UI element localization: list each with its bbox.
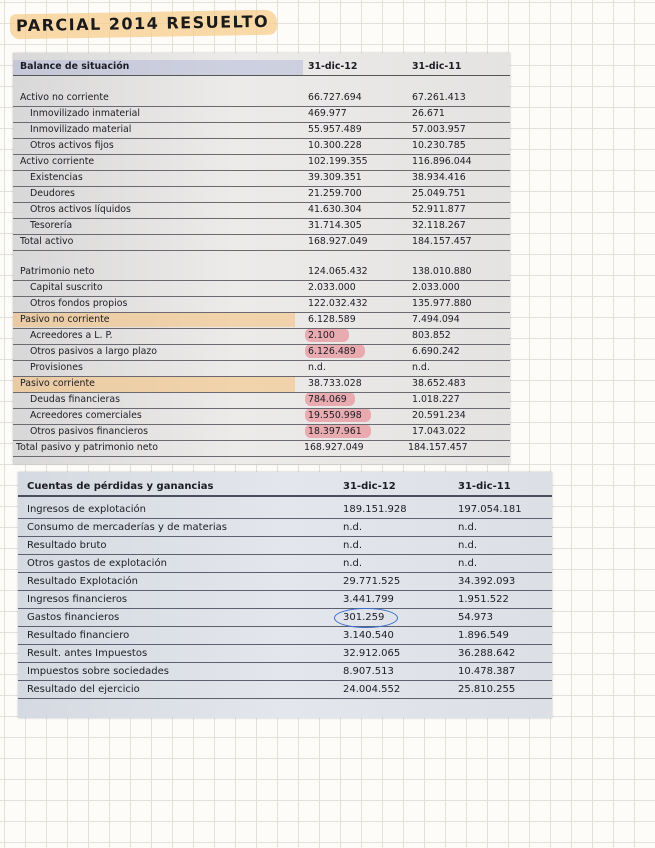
table-row: Ingresos de explotación 189.151.928 197.054.181 [18,501,552,519]
table-row: Otros activos líquidos 41.630.304 52.911.877 [13,202,510,219]
table-row: Gastos financieros 301.259 54.973 [18,609,552,627]
table-row: Otros pasivos a largo plazo 6.126.489 6.690.242 [13,344,510,361]
circle-annotation-gastos-financieros [334,608,398,628]
table-row: Resultado del ejercicio 24.004.552 25.810.255 [18,681,552,699]
balance-sheet-table [13,53,510,464]
table-row: Resultado bruto n.d. n.d. [18,537,552,555]
table-row: Total activo 168.927.049 184.157.457 [13,234,510,251]
header-col1: 31-dic-12 [343,481,396,492]
table-row: Otros fondos propios 122.032.432 135.977.880 [13,296,510,313]
table-row: Acreedores comerciales 19.550.998 20.591.234 [13,408,510,425]
table-row: Impuestos sobre sociedades 8.907.513 10.478.387 [18,663,552,681]
header-label: Balance de situación [20,61,130,72]
table-row: Otros activos fijos 10.300.228 10.230.785 [13,138,510,155]
table-row: Pasivo corriente 38.733.028 38.652.483 [13,376,510,393]
table-row: Pasivo no corriente 6.128.589 7.494.094 [13,312,510,329]
header-label: Cuentas de pérdidas y ganancias [27,481,214,492]
table-row: Deudas financieras 784.069 1.018.227 [13,392,510,409]
header-col2: 31-dic-11 [412,61,462,72]
table-row: Acreedores a L. P. 2.100 803.852 [13,328,510,345]
header-col1: 31-dic-12 [308,61,358,72]
table-row: Ingresos financieros 3.441.799 1.951.522 [18,591,552,609]
table-row: Activo corriente 102.199.355 116.896.044 [13,154,510,171]
table-row: Resultado Explotación 29.771.525 34.392.093 [18,573,552,591]
table-row: Inmovilizado material 55.957.489 57.003.957 [13,122,510,139]
table-row: Inmovilizado inmaterial 469.977 26.671 [13,106,510,123]
table-header [13,59,510,76]
table-row: Capital suscrito 2.033.000 2.033.000 [13,280,510,297]
income-statement-table [18,472,552,718]
table-row: Deudores 21.259.700 25.049.751 [13,186,510,203]
table-row: Result. antes Impuestos 32.912.065 36.288.642 [18,645,552,663]
table-row: Consumo de mercaderías y de materias n.d. n.d. [18,519,552,537]
table-row: Total pasivo y patrimonio neto 168.927.049 184.157.457 [13,440,510,457]
table-row: Provisiones n.d. n.d. [13,360,510,377]
table-header [18,478,552,497]
table-row: Otros pasivos financieros 18.397.961 17.043.022 [13,424,510,441]
table-row: Activo no corriente 66.727.694 67.261.413 [13,90,510,107]
table-row: Existencias 39.309.351 38.934.416 [13,170,510,187]
header-col2: 31-dic-11 [458,481,511,492]
table-row: Otros gastos de explotación n.d. n.d. [18,555,552,573]
table-row: Patrimonio neto 124.065.432 138.010.880 [13,264,510,281]
page-title: PARCIAL 2014 RESUELTO [10,10,278,40]
table-row: Tesorería 31.714.305 32.118.267 [13,218,510,235]
table-row: Resultado financiero 3.140.540 1.896.549 [18,627,552,645]
